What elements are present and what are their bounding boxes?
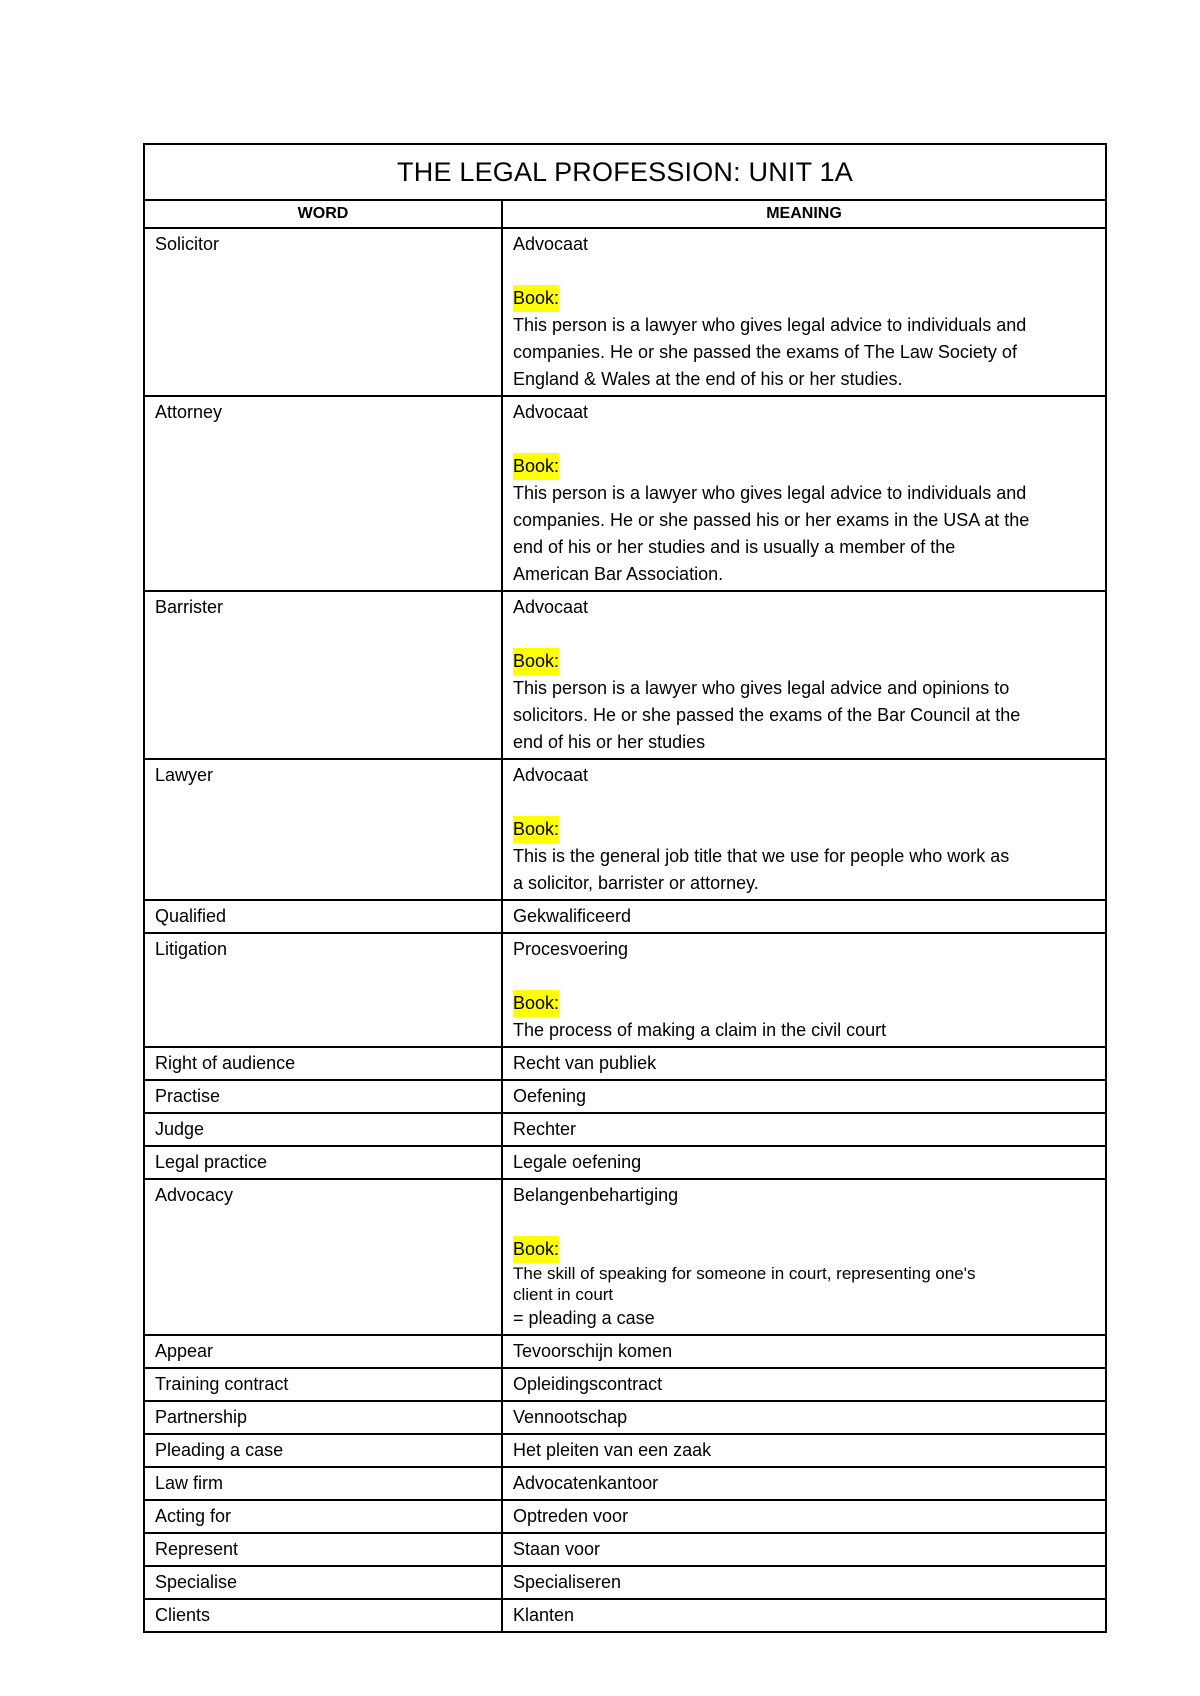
table-row [144,591,1106,759]
meaning-cell: Vennootschap [502,1401,1106,1434]
word-cell: Clients [144,1599,502,1632]
book-label: Book: [513,1236,559,1263]
book-label: Book: [513,285,559,312]
word-cell: Pleading a case [144,1434,502,1467]
word-cell: Training contract [144,1368,502,1401]
translation: Advocaat [513,234,589,254]
word-cell: Attorney [144,396,502,591]
vocabulary-table [143,143,1107,1633]
table-row [144,1467,1106,1500]
table-row [144,900,1106,933]
definition-line: The skill of speaking for someone in court, representing one's [513,1264,976,1283]
meaning-cell: Gekwalificeerd [502,900,1106,933]
table-row [144,1335,1106,1368]
word-cell: Represent [144,1533,502,1566]
table-row [144,1146,1106,1179]
table-row [144,1047,1106,1080]
table-row [144,759,1106,900]
word-cell: Advocacy [144,1179,502,1335]
meaning-cell [502,396,1106,591]
book-label: Book: [513,453,559,480]
word-cell: Litigation [144,933,502,1047]
word-cell: Legal practice [144,1146,502,1179]
table-row [144,1434,1106,1467]
definition-line: American Bar Association. [513,564,724,584]
word-cell: Barrister [144,591,502,759]
definition-line: client in court [513,1285,614,1304]
translation: Procesvoering [513,939,629,959]
meaning-cell: Het pleiten van een zaak [502,1434,1106,1467]
table-row [144,1179,1106,1335]
word-cell: Law firm [144,1467,502,1500]
definition-extra: = pleading a case [513,1308,655,1328]
table-row [144,1533,1106,1566]
table-row [144,1566,1106,1599]
word-cell: Specialise [144,1566,502,1599]
meaning-cell: Staan voor [502,1533,1106,1566]
word-cell: Appear [144,1335,502,1368]
header-row [144,200,1106,228]
book-label: Book: [513,990,559,1017]
meaning-cell: Tevoorschijn komen [502,1335,1106,1368]
book-label: Book: [513,816,559,843]
title-row [144,144,1106,200]
table-row [144,933,1106,1047]
translation: Advocaat [513,597,589,617]
meaning-cell: Opleidingscontract [502,1368,1106,1401]
definition-line: This person is a lawyer who gives legal advice and opinions to [513,678,1010,698]
meaning-cell [502,228,1106,396]
page-title: THE LEGAL PROFESSION: UNIT 1A [144,144,1106,200]
definition-line: end of his or her studies and is usually a member of the [513,537,956,557]
table-row [144,1500,1106,1533]
word-cell: Judge [144,1113,502,1146]
definition-line: England & Wales at the end of his or her studies. [513,369,903,389]
translation: Belangenbehartiging [513,1185,679,1205]
definition-line: end of his or her studies [513,732,706,752]
word-cell: Practise [144,1080,502,1113]
meaning-cell: Advocatenkantoor [502,1467,1106,1500]
translation: Advocaat [513,765,589,785]
word-cell: Solicitor [144,228,502,396]
document-page [143,143,1105,1633]
meaning-cell [502,1179,1106,1335]
definition-line: The process of making a claim in the civil court [513,1020,887,1040]
table-row [144,1113,1106,1146]
word-cell: Partnership [144,1401,502,1434]
word-column-header: WORD [144,200,502,228]
table-row [144,1401,1106,1434]
meaning-cell: Oefening [502,1080,1106,1113]
word-cell: Right of audience [144,1047,502,1080]
table-row [144,1599,1106,1632]
book-label: Book: [513,648,559,675]
meaning-cell [502,759,1106,900]
translation: Advocaat [513,402,589,422]
table-row [144,396,1106,591]
meaning-cell: Specialiseren [502,1566,1106,1599]
definition-line: companies. He or she passed his or her exams in the USA at the [513,510,1030,530]
meaning-cell: Optreden voor [502,1500,1106,1533]
word-cell: Acting for [144,1500,502,1533]
meaning-cell: Rechter [502,1113,1106,1146]
meaning-column-header: MEANING [502,200,1106,228]
table-row [144,1080,1106,1113]
meaning-cell: Klanten [502,1599,1106,1632]
definition-line: companies. He or she passed the exams of The Law Society of [513,342,1017,362]
meaning-cell [502,933,1106,1047]
definition-line: This person is a lawyer who gives legal advice to individuals and [513,483,1027,503]
meaning-cell [502,591,1106,759]
definition-line: This is the general job title that we use for people who work as [513,846,1010,866]
table-row [144,228,1106,396]
word-cell: Lawyer [144,759,502,900]
meaning-cell: Recht van publiek [502,1047,1106,1080]
table-row [144,1368,1106,1401]
definition-line: This person is a lawyer who gives legal advice to individuals and [513,315,1027,335]
meaning-cell: Legale oefening [502,1146,1106,1179]
word-cell: Qualified [144,900,502,933]
definition-line: a solicitor, barrister or attorney. [513,873,759,893]
definition-line: solicitors. He or she passed the exams of the Bar Council at the [513,705,1021,725]
